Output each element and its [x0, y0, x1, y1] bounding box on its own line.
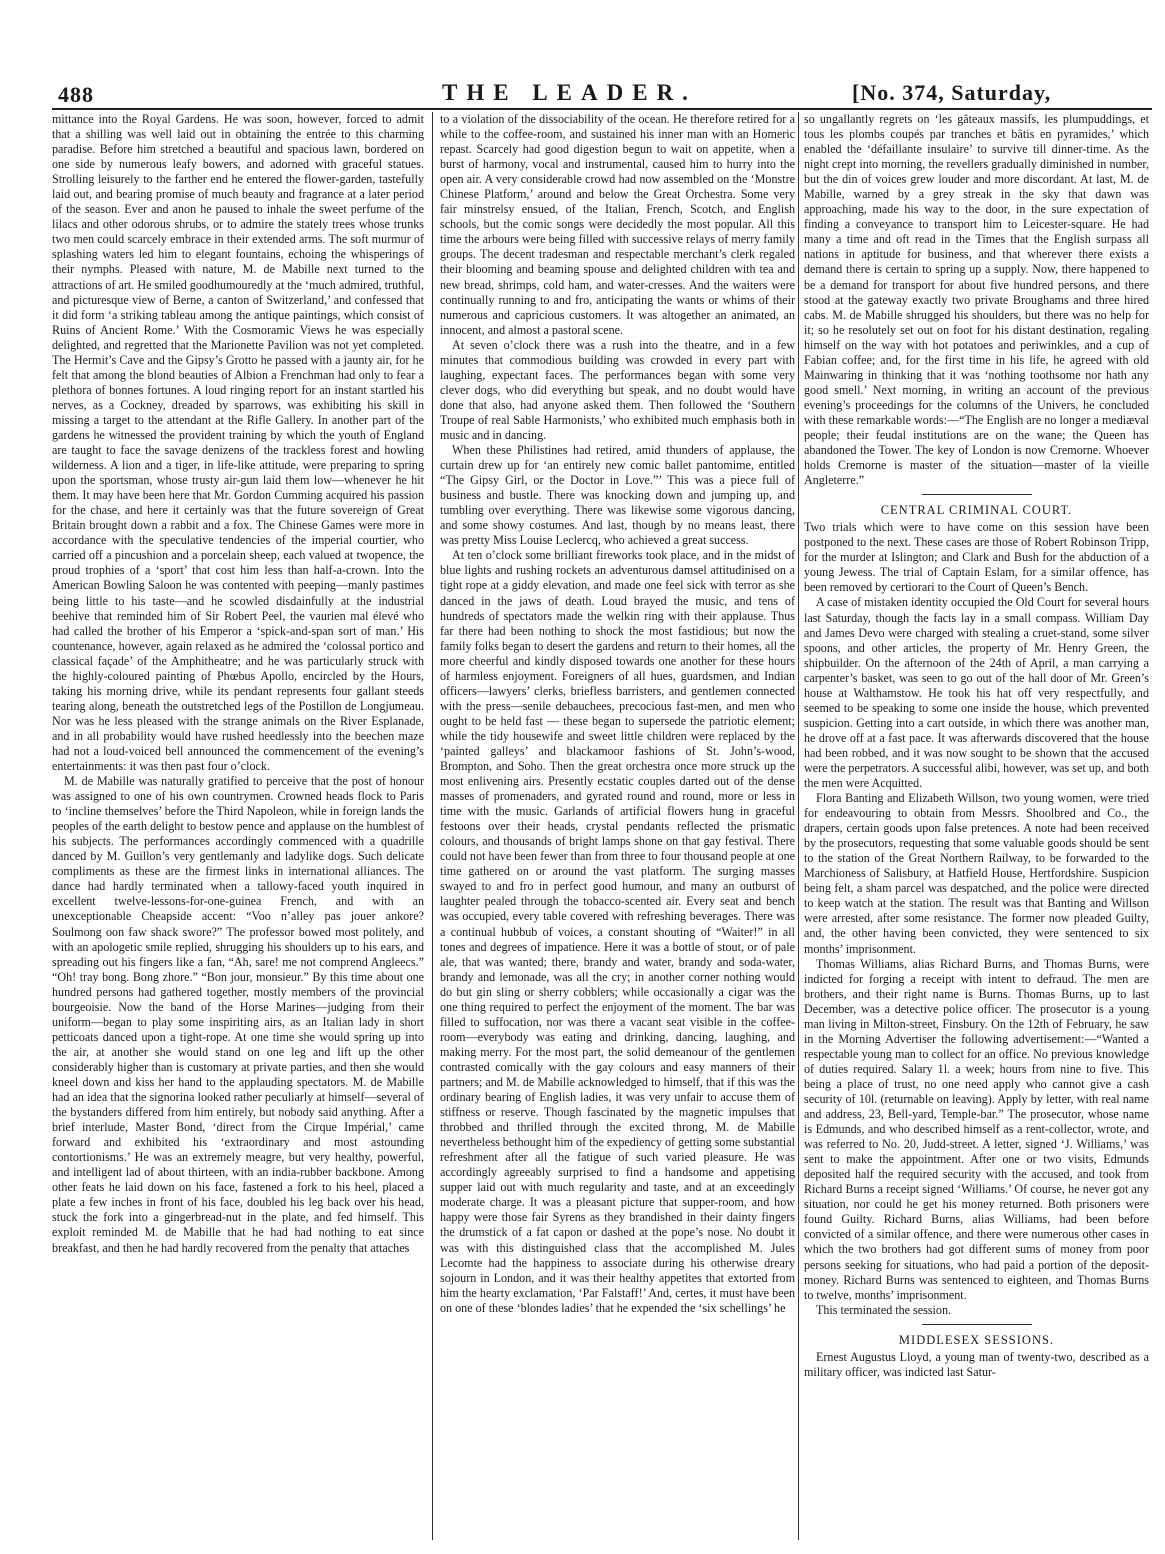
- paragraph: M. de Mabille was naturally gratified to perceive that the post of honour was assigned to one of his own countrymen. Crowned heads flock to Paris to ‘incline themselves’ before the Third Napoleon, while in foreign lands the peoples of the earth delight to bestow pence and applause on the humblest of his subjects. The performances accordingly commenced with a quadrille danced by M. Guillon’s very gentlemanly and ladylike dogs. Such delicate compliments as these are the firmest links in international alliances. The dance had hardly terminated when a tallowy-faced youth inquired in excellent twelve-lessons-for-one-guinea French, and with an unexceptionable Cheapside accent: “Voo n’alley pas jouer ankore? Soulmong oon faw shack swore?” The professor bowed most politely, and with an apologetic smile replied, shrugging his shoulders up to his ears, and spreading out his fingers like a fan, “Ah, sare! me not comprend Angleecs.” “Oh! tray bong. Bong zhore.” “Bon jour, monsieur.” By this time about one hundred persons had gathered together, mostly members of the provincial bourgeoisie. Now the band of the Horse Marines—judging from their uniform—began to play some inspiriting airs, as an Italian lady in short petticoats danced upon a tight-rope. At one time she would spring up into the air, at another she would stand on one leg and lift up the other considerably higher than is customary at private parties, and then she would kneel down and kiss her hand to the applauding spectators. M. de Mabille had an idea that the signorina looked rather peculiarly at himself—several of the bystanders differed from him entirely, but nobody said anything. After a brief interlude, Master Bond, ‘direct from the Cirque Impérial,’ came forward and exhibited his ‘extraordinary and most astounding contortionisms.’ He was an extremely meagre, but very healthy, powerful, and intelligent lad of about thirteen, with an india-rubber backbone. Among other feats he laid down on his face, fastened a fork to his heel, placed a plate a few inches in front of his face, doubled his leg back over his head, stuck the fork into a gingerbread-nut in the plate, and fed himself. This exploit reminded M. de Mabille that he had had nothing to eat since breakfast, and then he had hardly recovered from the penalty that attaches: [52, 774, 424, 1255]
- section-rule: [922, 1324, 1032, 1325]
- paragraph: This terminated the session.: [816, 1302, 952, 1317]
- column-divider: [798, 112, 799, 1540]
- paragraph: Flora Banting and Elizabeth Willson, two young women, were tried for endeavouring to obtain from Messrs. Shoolbred and Co., the drapers, certain goods upon false pretences. A note had been received by the prosecutors, requesting that some valuable goods should be sent to the station of the Great Northern Railway, to be forwarded to the Marchioness of Salisbury, at Hatfield House, Hertfordshire. Suspicion being felt, a sham parcel was despatched, and the police were directed to keep watch at the station. The result was that Banting and Willson were arrested, after some resistance. The former now pleaded Guilty, and, the other having been convicted, they were sentenced to six months’ imprisonment.: [804, 791, 1149, 956]
- paragraph: to a violation of the dissociability of the ocean. He therefore retired for a while to the coffee-room, and sustained his inner man with an Homeric repast. Scarcely had good digestion begun to wait on appetite, when a burst of harmony, vocal and instrumental, caused him to hurry into the open air. A very considerable crowd had now assembled on the ‘Monstre Chinese Platform,’ around and below the Great Orchestra. Some very fair minstrelsy ensued, of the Italian, French, Scotch, and English schools, but the comic songs were decidedly the most popular. All this time the arbours were being filled with successive relays of merry family groups. The decent tradesman and respectable merchant’s clerk regaled their blooming and beaming spouse and delighted children with tea and new bread, shrimps, cold ham, and water-cresses. And the waiters were continually running to and fro, anticipating the wants or whims of their numerous and capricious customers. It was altogether an animated, an innocent, and almost a pastoral scene.: [440, 112, 795, 337]
- paragraph: Ernest Augustus Lloyd, a young man of twenty-two, described as a military officer, was indicted last Satur-: [804, 1349, 1149, 1379]
- section-rule: [922, 494, 1032, 495]
- header-rule: [52, 108, 1152, 110]
- page-header: [52, 78, 1152, 108]
- paragraph: mittance into the Royal Gardens. He was soon, however, forced to admit that a shilling was well laid out in obtaining the entrée to this charming paradise. Before him stretched a beautiful and spacious lawn, bordered on one side by numerous leafy bowers, and adorned with graceful statues. Strolling leisurely to the farther end he entered the flower-garden, tastefully laid out, and bearing promise of much beauty and fragrance at a later period of the season. Ever and anon he paused to inhale the sweet perfume of the lilacs and other odorous shrubs, or to admire the stately trees whose trunks two men could scarcely embrace in their extended arms. The soft murmur of splashing waters led him to elegant fountains, echoing the whisperings of their nymphs. Pleased with nature, M. de Mabille next turned to the attractions of art. He smiled goodhumouredly at the ‘much admired, truthful, and picturesque view of Berne, a canton of Switzerland,’ and confessed that it did form ‘a striking tableau among the antique paintings, which consist of Ruins of Ancient Rome.’ With the Cosmoramic Views he was especially delighted, and regretted that the Marionette Pavilion was not yet completed. The Hermit’s Cave and the Gipsy’s Grotto he passed with a jaunty air, for he felt that among the blond beauties of Albion a Frenchman had only to fear a plethora of bonnes fortunes. A loud ringing report for an instant startled his nerves, as a Cockney, dreaded by sparrows, was exhibiting his skill in missing a target to the attendant at the Rifle Gallery. In another part of the gardens he witnessed the provident training by which the youth of England are taught to face the savage denizens of the trackless forest and howling wilderness. A lion and a tiger, in life-like attitude, were preparing to spring upon the sportsman, whose trusty air-gun laid them low—whenever he hit them. It may have been here that Mr. Gordon Cumming acquired his passion for the chase, and here it certainly was that the future sovereign of Great Britain brought down a rabbit and a fox. The Chinese Games were more in accordance with the speculative tendencies of the imperial courtier, who carried off a pincushion and a porcelain sheep, each valued at twopence, the proud trophies of a ‘sport’ that cost him less than half-a-crown. Into the American Bowling Saloon he was contented with peeping—manly pastimes being little to his taste—and he scowled disdainfully at the industrial beehive that reminded him of Sir Robert Peel, the vaurien mal élevé who had called the brother of his Emperor a ‘spick-and-span sort of man.’ His countenance, however, again relaxed as he admired the ‘colossal portico and classical façade’ of the Amphitheatre; and he was particularly struck with the highly-coloured painting of Phœbus Apollo, encircled by the Hours, taking his morning drive, while its pendant represents four gallant steeds tearing along, beneath the outstretched legs of the Postillon de Longjumeau. Nor was he less pleased with the strange animals on the River Esplanade, and in all probability would have rushed heedlessly into the beechen maze had not a loud-voiced bell announced the commencement of the evening’s entertainments: it was then past four o’clock.: [52, 112, 424, 774]
- section-heading: CENTRAL CRIMINAL COURT.: [880, 503, 1073, 518]
- paragraph: Two trials which were to have come on this session have been postponed to the next. These cases are those of Robert Robinson Tripp, for the murder at Islington; and Clark and Bush for the abduction of a young Jewess. The trial of Captain Eslam, for a similar offence, has been removed by certiorari to the Court of Queen’s Bench.: [804, 520, 1149, 595]
- column-divider: [432, 112, 433, 1540]
- masthead: THE LEADER.: [442, 80, 697, 105]
- page-number: 488: [58, 82, 94, 107]
- issue-number: [No. 374, Saturday,: [852, 80, 1052, 105]
- column-1: [52, 112, 424, 1542]
- paragraph: so ungallantly regrets on ‘les gâteaux massifs, les plumpuddings, et tous les plombs coupés par tranches et bâtis en pyramides,’ which enabled the ‘défaillante insulaire’ to survive till dinner-time. As the night crept into morning, the revellers gradually diminished in number, but the din of voices grew louder and more discordant. At last, M. de Mabille, warned by a grey streak in the sky that dawn was approaching, made his way to the door, in the sure expectation of finding a conveyance to transport him to Leicester-square. He had many a time and oft read in the Times that the English surpass all nations in aptitude for business, and that wherever there exists a demand there is certain to spring up a supply. Now, there happened to be a demand for transport for about five hundred persons, and there stood at the gateway exactly two private Broughams and three hired cabs. M. de Mabille shrugged his shoulders, but there was no help for it; so he resolutely set out on foot for his distant destination, regaling himself on the way with hot potatoes and periwinkles, and a cup of Fabian coffee; and, for the first time in his life, he agreed with old Mainwaring in thinking that it was ‘nothing toothsome nor hath any good smell.’ Next morning, in writing an account of the previous evening’s proceedings for the columns of the Univers, he concluded with these remarkable words:—“The English are no longer a mediæval people; their feudal institutions are on the wane; the Queen has abandoned the Tower. The key of London is now Cremorne. Whoever holds Cremorne is master of the situation—master of la vieille Angleterre.”: [804, 112, 1149, 488]
- column-3: [804, 112, 1149, 1542]
- paragraph: At seven o’clock there was a rush into the theatre, and in a few minutes that commodious building was crowded in every part with laughing, expectant faces. The performances began with some very clever dogs, who did everything but speak, and no doubt would have done that also, had anyone asked them. Then followed the ‘Southern Troupe of real Sable Harmonists,’ who exhibited much emphasis both in music and in dancing.: [440, 337, 795, 442]
- paragraph: A case of mistaken identity occupied the Old Court for several hours last Saturday, though the facts lay in a small compass. William Day and James Devo were charged with stealing a cruet-stand, some silver spoons, and other articles, the property of Mr. Henry Green, the shipbuilder. On the afternoon of the 24th of April, a man carrying a carpenter’s basket, was seen to go out of the hall door of Mr. Green’s house at Walthamstow. He took his hat off very respectfully, and seemed to be speaking to some one inside the house, which prevented suspicion. Getting into a cart outside, in which there was another man, he drove off at a fast pace. It was afterwards discovered that the house had been robbed, and it was now sought to be shown that the accused were the perpetrators. A successful alibi, however, was set up, and both the men were Acquitted.: [804, 595, 1149, 791]
- paragraph: At ten o’clock some brilliant fireworks took place, and in the midst of blue lights and rushing rockets an adventurous damsel attitudinised on a tight rope at a giddy elevation, and made one feel sick with terror as she danced in the jaws of death. Loud brayed the music, and tens of hundreds of spectators made the welkin ring with their applause. Thus far there had been nothing to shock the most fastidious; but now the family folks began to desert the gardens and return to their homes, all the more cheerful and kindly disposed towards one another for these hours of harmless enjoyment. Foreigners of all hues, guardsmen, and Indian officers—lawyers’ clerks, briefless barristers, and gentlemen connected with the press—senile debauchees, precocious fast-men, and men who ought to be held fast — these began to supersede the patriotic element; while the tidy housewife and sweet little children were replaced by the ‘painted galleys’ and blackamoor fashions of St. John’s-wood, Brompton, and Soho. Then the great orchestra once more struck up the most enlivening airs. Presently ecstatic couples darted out of the dense masses of promenaders, and gyrated round and round, more or less in time with the music. Garlands of artificial flowers hung in graceful festoons over their heads, crystal pendants reflected the prismatic colours, and thousands of bright lamps shone on that gay festival. There could not have been fewer than from three to four thousand people at one time gathered on or around the vast platform. The surging masses swayed to and fro in perfect good humour, and many an outburst of laughter pealed through the tobacco-scented air. Every seat and bench was occupied, every table covered with refreshing beverages. There was a continual hubbub of voices, a constant shouting of “Waiter!” in all tones and degrees of impatience. Here it was a bottle of stout, or of pale ale, that was wanted; there, brandy and water, brandy and soda-water, brandy and lemonade, was all the cry; in another corner nothing would do but gin sling or sherry cobblers; while occasionally a cigar was the one thing required to perfect the enjoyment of the moment. The bar was filled to suffocation, nor was there a vacant seat visible in the coffee-room—everybody was eating and drinking, dancing, laughing, and making merry. For the most part, the solid demeanour of the gentlemen contrasted comically with the gay colours and easy manners of their partners; and M. de Mabille acknowledged to himself, that if this was the ordinary bearing of English ladies, it was very unfair to accuse them of stiffness or reserve. Though fascinated by the magnetic impulses that throbbed and thrilled through the excited throng, M. de Mabille nevertheless bethought him of the expediency of getting some substantial refreshment after all the fatigue of such varied pleasure. He was accordingly agreeably surprised to find a handsome and appetising supper laid out with much regularity and taste, and at an exceedingly moderate charge. It was a pleasant picture that supper-room, and how happy were those fair Syrens as they brandished in their dainty fingers the drumstick of a fat capon or dashed at the pope’s nose. No doubt it was with this distinguished class that the accomplished M. Jules Lecomte had the happiness to associate during his otherwise dreary sojourn in London, and it was their healthy appetites that extorted from him the hearty exclamation, ‘Par Falstaff!’ And, certes, it must have been on one of these ‘blondes ladies’ that he expended the ‘six schellings’ he: [440, 548, 795, 1315]
- section-heading: MIDDLESEX SESSIONS.: [898, 1332, 1055, 1347]
- paragraph: When these Philistines had retired, amid thunders of applause, the curtain drew up for ‘an entirely new comic ballet pantomime, entitled “The Gipsy Girl, or the Doctor in Love.”’ This was a piece full of business and bustle. There was knocking down and jumping up, and tumbling over everything. There was likewise some vigorous dancing, and some showy costumes. And last, though by no means least, there was pretty Miss Louise Leclercq, who achieved a great success.: [440, 443, 795, 548]
- paragraph: Thomas Williams, alias Richard Burns, and Thomas Burns, were indicted for forging a receipt with intent to defraud. The men are brothers, and their right name is Burns. Thomas Burns, up to last December, was a detective police officer. The prosecutor is a young man living in Milton-street, Finsbury. On the 12th of February, he saw in the Morning Advertiser the following advertisement:—“Wanted a respectable young man to collect for an office. No previous knowledge of duties required. Salary 1l. a week; hours from nine to five. This being a place of trust, no one need apply who cannot give a cash security of 10l. (returnable on leaving). Apply by letter, with real name and address, 23, Bell-yard, Temple-bar.” The prosecutor, whose name is Edmunds, and who described himself as a rent-collector, wrote, and was referred to No. 20, Judd-street. A letter, signed ‘J. Williams,’ was sent to make the appointment. After one or two visits, Edmunds deposited half the required security with the accused, and took from Richard Burns a receipt signed ‘Williams.’ Of course, he never got any situation, nor could he get his money returned. Both prisoners were found Guilty. Richard Burns, alias Williams, had been before convicted of a similar offence, and there were numerous other cases in which the two brothers had got different sums of money from poor persons seeking for situations, who had paid a portion of the deposit-money. Richard Burns was sentenced to eighteen, and Thomas Burns to twelve, months’ imprisonment.: [804, 956, 1149, 1302]
- column-2: [440, 112, 795, 1542]
